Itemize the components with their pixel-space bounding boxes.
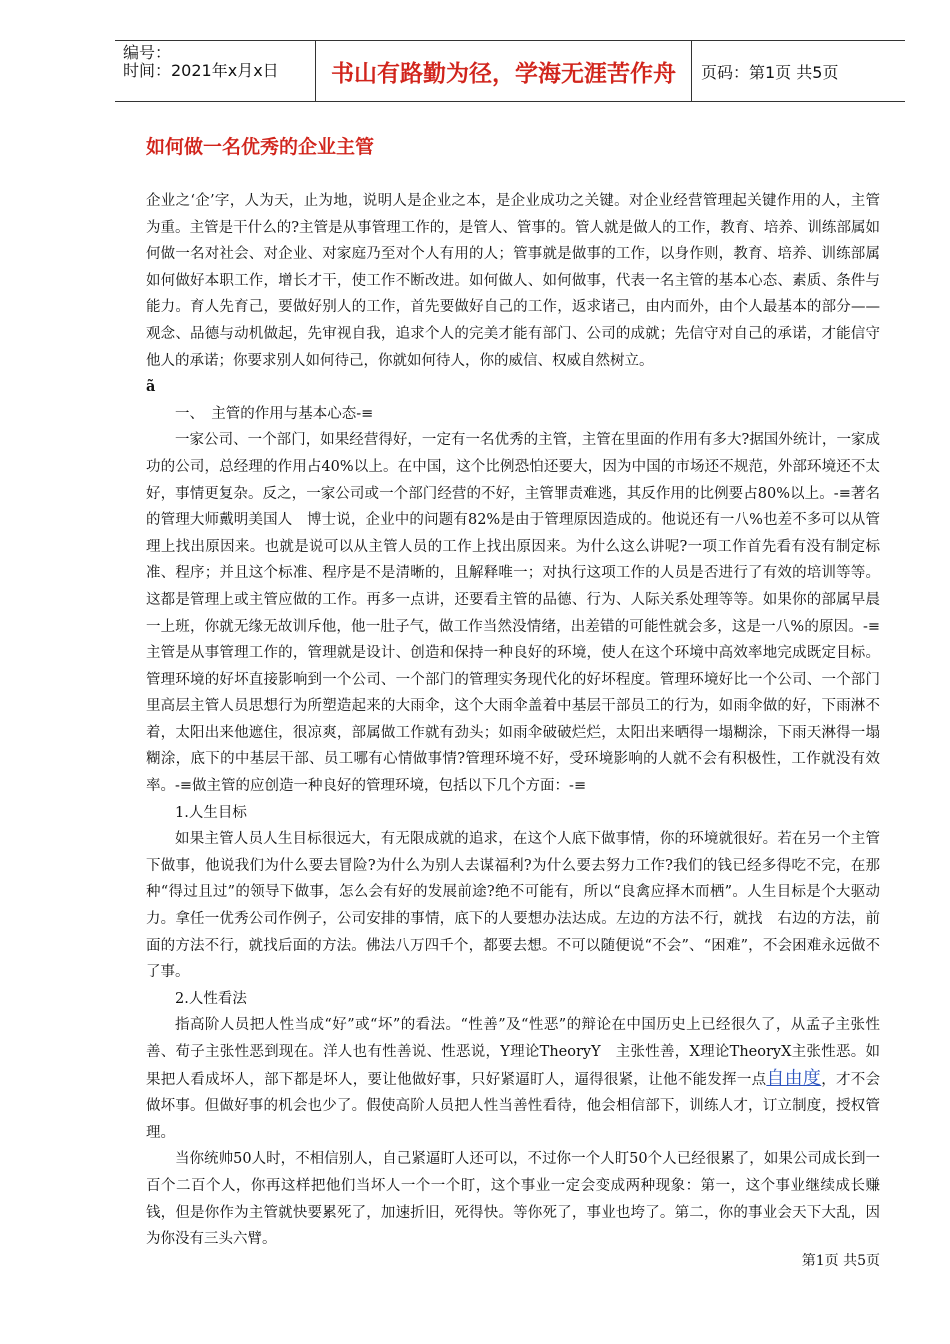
paragraph-2: 如果主管人员人生目标很远大，有无限成就的追求，在这个人底下做事情，你的环境就很好。若在另一个主管下做事，他说我们为什么要去冒险?为什么为别人去谋福利?为什么要去努力工作?我们的钱已经多得吃不完，在那种“得过且过”的领导下做事，怎么会有好的发展前途?绝不可能有，所以“良禽应择木而栖”。人生目标是个大驱动力。拿任一优秀公司作例子，公司安排的事情，底下的人要想办法达成。左边的方法不行，就找 右边的方法，前面的方法不行，就找后面的方法。佛法八万四千个，都要去想。不可以随便说“不会”、“困难”，不会困难永远做不了事。 (146, 831, 880, 981)
serial-label: 编号： (123, 43, 172, 62)
header-page-info: 页码：第1页 共5页 (701, 62, 839, 82)
paragraph-3-part-a: 指高阶人员把人性当成“好”或“坏”的看法。“性善”及“性恶”的辩论在中国历史上已经很久了，从孟子主张性善、荀子主张性恶到现在。洋人也有性善说、性恶说，Y理论TheoryY 主张性善，X理论TheoryX主张性恶。如果把人看成坏人，部下都是坏人，要让他做好事，只好紧逼盯人，逼得很紧，让他不能发挥一点 (146, 1017, 880, 1088)
paragraph-3-part-b: ，才不会做坏事。但做好事的机会也少了。假使高阶人员把人性当善性看待，他会相信部下，训练人才，订立制度，授权管理。 (146, 1071, 880, 1141)
stray-mark: ã (146, 378, 156, 396)
header-meta (115, 41, 315, 101)
subheading-1: 1.人生目标 (175, 804, 247, 821)
header-motto: 书山有路勤为径，学海无涯苦作舟 (315, 41, 692, 101)
time-label: 时间：2021年x月x日 (123, 61, 279, 80)
paragraph-3 (146, 1012, 880, 1146)
intro-paragraph: 企业之‘企’字，人为天，止为地，说明人是企业之本，是企业成功之关键。对企业经营管理起关键作用的人，主管为重。主管是干什么的?主管是从事管理工作的，是管人、管事的。管人就是做人的工作，教育、培养、训练部属如何做一名对社会、对企业、对家庭乃至对个人有用的人；管事就是做事的工作，以身作则，教育、培养、训练部属如何做好本职工作，增长才干，使工作不断改进。如何做人、如何做事，代表一名主管的基本心态、素质、条件与能力。育人先育己，要做好别人的工作，首先要做好自己的工作，返求诸己，由内而外，由个人最基本的部分——观念、品德与动机做起，先审视自我，追求个人的完美才能有部门、公司的成就；先信守对自己的承诺，才能信守他人的承诺；你要求别人如何待己，你就如何待人，你的威信、权威自然树立。 (146, 193, 880, 369)
document-title: 如何做一名优秀的企业主管 (146, 136, 375, 158)
document-body (146, 188, 895, 1253)
paragraph-4: 当你统帅50人时，不相信别人，自己紧逼盯人还可以，不过你一个人盯50个人已经很累了，如果公司成长到一百个二百个人，你再这样把他们当坏人一个一个盯，这个事业一定会变成两种现象：第一，这个事业继续成长赚钱，但是你作为主管就快要累死了，加速折旧，死得快。等你死了，事业也垮了。第二，你的事业会天下大乱，因为你没有三头六臂。 (146, 1151, 880, 1248)
page-footer: 第1页 共5页 (801, 1253, 880, 1269)
section-heading-1: 一、 主管的作用与基本心态-≡ (175, 405, 374, 422)
paragraph-1: 一家公司、一个部门，如果经营得好，一定有一名优秀的主管，主管在里面的作用有多大?据国外统计，一家成功的公司，总经理的作用占40%以上。在中国，这个比例恐怕还要大，因为中国的市场还不规范，外部环境还不太好，事情更复杂。反之，一家公司或一个部门经营的不好，主管罪责难逃，其反作用的比例要占80%以上。-≡著名的管理大师戴明美国人 博士说，企业中的问题有82%是由于管理原因造成的。他说还有一八%也差不多可以从管理上找出原因来。也就是说可以从主管人员的工作上找出原因来。为什么这么讲呢?一项工作首先看有没有制定标准、程序；并且这个标准、程序是不是清晰的，且解释唯一；对执行这项工作的人员是否进行了有效的培训等等。这都是管理上或主管应做的工作。再多一点讲，还要看主管的品德、行为、人际关系处理等等。如果你的部属早晨一上班，你就无缘无故训斥他，他一肚子气，做工作当然没情绪，出差错的可能性就会多，这是一八%的原因。-≡ 主管是从事管理工作的，管理就是设计、创造和保持一种良好的环境，使人在这个环境中高效率地完成既定目标。管理环境的好坏直接影响到一个公司、一个部门的管理实务现代化的好坏程度。管理环境好比一个公司、一个部门里高层主管人员思想行为所塑造起来的大雨伞，这个大雨伞盖着中基层干部员工的行为，如雨伞做的好，下雨淋不着，太阳出来他遮住，很凉爽，部属做工作就有劲头；如雨伞破破烂烂，太阳出来晒得一塌糊涂，下雨天淋得一塌糊涂，底下的中基层干部、员工哪有心情做事情?管理环境不好，受环境影响的人就不会有积极性，工作就没有效率。-≡做主管的应创造一种良好的管理环境，包括以下几个方面：-≡ (146, 432, 895, 795)
subheading-2: 2.人性看法 (175, 990, 247, 1007)
page-header (115, 40, 905, 102)
freedom-link[interactable]: 自由度 (766, 1067, 822, 1089)
